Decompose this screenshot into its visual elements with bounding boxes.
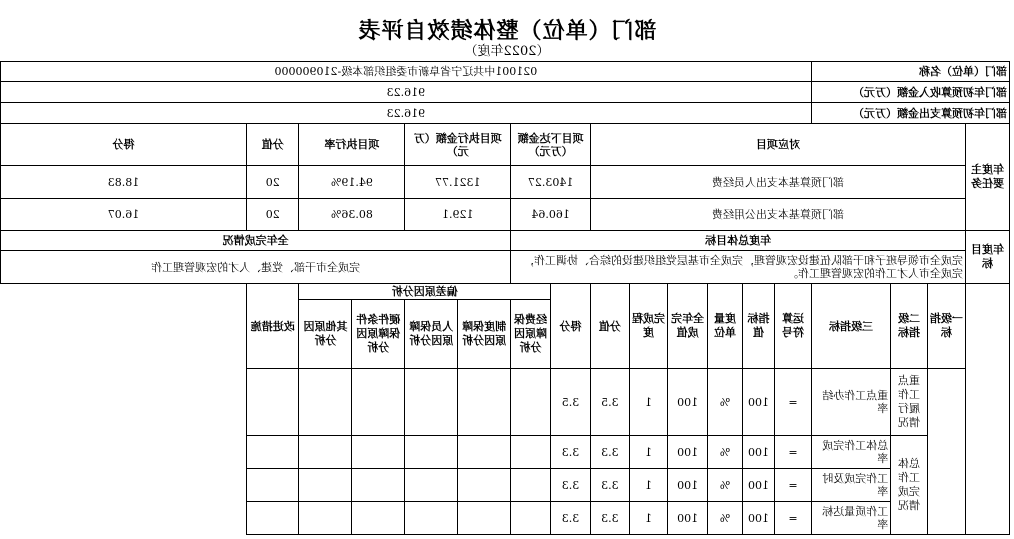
reason-cell xyxy=(299,436,352,469)
header-op: 运算符号 xyxy=(775,284,812,369)
header-reason-funding: 经费保障原因分析 xyxy=(511,300,551,369)
reason-cell xyxy=(299,502,352,535)
header-improvement: 改进措施 xyxy=(246,284,299,369)
improvement-cell xyxy=(246,369,299,436)
reason-cell xyxy=(405,469,458,502)
indicator-progress: 1 xyxy=(629,436,667,469)
page-subtitle: （2022年度） xyxy=(464,44,550,59)
reason-cell xyxy=(405,502,458,535)
overall-goal-text: 完成全市领导班子和干部队伍建设宏观管理，完成全市基层党组织建设的综合、协调工作，完成全市人才工作的宏观管理工作。 xyxy=(511,251,966,284)
reason-cell xyxy=(458,436,511,469)
page-title: 部门（单位）整体绩效自评表 xyxy=(357,18,657,44)
indicator-l3: 工作质量达标率 xyxy=(811,502,890,535)
reason-cell xyxy=(511,502,551,535)
indicator-score: 3.3 xyxy=(550,436,590,469)
indicator-l3: 总体工作完成率 xyxy=(811,436,890,469)
indicator-op: = xyxy=(775,436,812,469)
indicator-actual: 100 xyxy=(668,369,708,436)
indicator-l2: 总体工作完成情况 xyxy=(891,436,928,535)
reason-cell xyxy=(352,502,405,535)
tasks-header-project: 对应项目 xyxy=(591,124,966,166)
task-rate: 80.36% xyxy=(299,199,405,231)
improvement-cell xyxy=(246,502,299,535)
goals-section-label: 年度目标 xyxy=(966,231,1010,284)
task-allocated: 160.64 xyxy=(511,199,591,231)
indicator-score: 3.5 xyxy=(550,369,590,436)
header-l1: 一级指标 xyxy=(927,284,965,369)
indicator-target: 100 xyxy=(742,469,775,502)
expense-label: 部门年初预算支出金额（万元） xyxy=(811,103,1009,124)
task-score-value: 20 xyxy=(246,166,299,199)
indicator-progress: 1 xyxy=(629,469,667,502)
tasks-section-label: 年度主要任务 xyxy=(966,124,1010,231)
header-reason-hardware: 硬件条件保障原因分析 xyxy=(352,300,405,369)
indicator-progress: 1 xyxy=(629,369,667,436)
indicator-score-value: 3.3 xyxy=(591,502,630,535)
indicator-row xyxy=(1,469,1010,502)
indicator-actual: 100 xyxy=(668,502,708,535)
completion-label: 全年完成情况 xyxy=(1,231,511,251)
indicator-row xyxy=(1,436,1010,469)
reason-cell xyxy=(352,436,405,469)
indicator-target: 100 xyxy=(742,369,775,436)
reason-cell xyxy=(352,469,405,502)
reason-cell xyxy=(458,469,511,502)
task-executed: 129.1 xyxy=(405,199,511,231)
indicator-unit: % xyxy=(708,436,743,469)
task-allocated: 1403.27 xyxy=(511,166,591,199)
indicator-score-value: 3.3 xyxy=(591,436,630,469)
indicator-score-value: 3.3 xyxy=(591,469,630,502)
task-rate: 94.19% xyxy=(299,166,405,199)
indicator-op: = xyxy=(775,502,812,535)
indicator-l3: 重点工作办结率 xyxy=(811,369,890,436)
improvement-cell xyxy=(246,436,299,469)
tasks-header-score-value: 分值 xyxy=(246,124,299,166)
indicator-unit: % xyxy=(708,502,743,535)
tasks-header-allocated: 项目下达金额（万元） xyxy=(511,124,591,166)
reason-cell xyxy=(511,369,551,436)
header-actual: 全年完成值 xyxy=(668,284,708,369)
task-score-value: 20 xyxy=(246,199,299,231)
indicator-score: 3.3 xyxy=(550,502,590,535)
indicator-score: 3.3 xyxy=(550,469,590,502)
header-deviation: 偏差原因分析 xyxy=(299,284,550,300)
header-reason-policy: 制度保障原因分析 xyxy=(458,300,511,369)
indicator-target: 100 xyxy=(742,502,775,535)
evaluation-table xyxy=(0,61,1010,535)
indicator-l2: 重点工作履行情况 xyxy=(891,369,928,436)
indicator-op: = xyxy=(775,369,812,436)
header-unit: 度量单位 xyxy=(708,284,743,369)
task-project: 部门预算基本支出公用经费 xyxy=(591,199,966,231)
task-row xyxy=(1,166,1010,199)
header-reason-other: 其他原因分析 xyxy=(299,300,352,369)
tasks-header-executed: 项目执行金额（万元） xyxy=(405,124,511,166)
income-value: 916.23 xyxy=(1,82,812,103)
indicator-spacer-cell xyxy=(966,284,1010,535)
task-score: 16.07 xyxy=(1,199,247,231)
indicator-row xyxy=(1,369,1010,436)
reason-cell xyxy=(511,436,551,469)
task-project: 部门预算基本支出人员经费 xyxy=(591,166,966,199)
header-score-value: 分值 xyxy=(591,284,630,369)
dept-name-label: 部门（单位）名称 xyxy=(811,62,1009,82)
indicator-progress: 1 xyxy=(629,502,667,535)
header-reason-staff: 人员保障原因分析 xyxy=(405,300,458,369)
indicator-actual: 100 xyxy=(668,469,708,502)
header-target: 指标值 xyxy=(742,284,775,369)
task-score: 18.83 xyxy=(1,166,247,199)
indicator-unit: % xyxy=(708,469,743,502)
indicator-row xyxy=(1,502,1010,535)
indicator-actual: 100 xyxy=(668,436,708,469)
indicator-l1 xyxy=(927,369,965,535)
reason-cell xyxy=(405,436,458,469)
completion-text: 完成全市干部、党建、人才的宏观管理工作 xyxy=(1,251,511,284)
task-executed: 1321.77 xyxy=(405,166,511,199)
indicator-op: = xyxy=(775,469,812,502)
reason-cell xyxy=(299,369,352,436)
task-row xyxy=(1,199,1010,231)
reason-cell xyxy=(352,369,405,436)
reason-cell xyxy=(405,369,458,436)
tasks-header-score: 得分 xyxy=(1,124,247,166)
overall-goal-label: 年度总体目标 xyxy=(511,231,966,251)
header-progress: 完成程度 xyxy=(629,284,667,369)
income-label: 部门年初预算收入金额（万元） xyxy=(811,82,1009,103)
reason-cell xyxy=(511,469,551,502)
header-l3: 三级指标 xyxy=(811,284,890,369)
header-score: 得分 xyxy=(550,284,590,369)
tasks-header-rate: 项目执行率 xyxy=(299,124,405,166)
reason-cell xyxy=(458,502,511,535)
indicator-target: 100 xyxy=(742,436,775,469)
indicator-unit: % xyxy=(708,369,743,436)
improvement-cell xyxy=(246,469,299,502)
reason-cell xyxy=(458,369,511,436)
header-l2: 二级指标 xyxy=(891,284,928,369)
indicator-score-value: 3.5 xyxy=(591,369,630,436)
expense-value: 916.23 xyxy=(1,103,812,124)
reason-cell xyxy=(299,469,352,502)
dept-name-value: 021001中共辽宁省阜新市委组织部本级-210900000 xyxy=(1,62,812,82)
indicator-l3: 工作完成及时率 xyxy=(811,469,890,502)
